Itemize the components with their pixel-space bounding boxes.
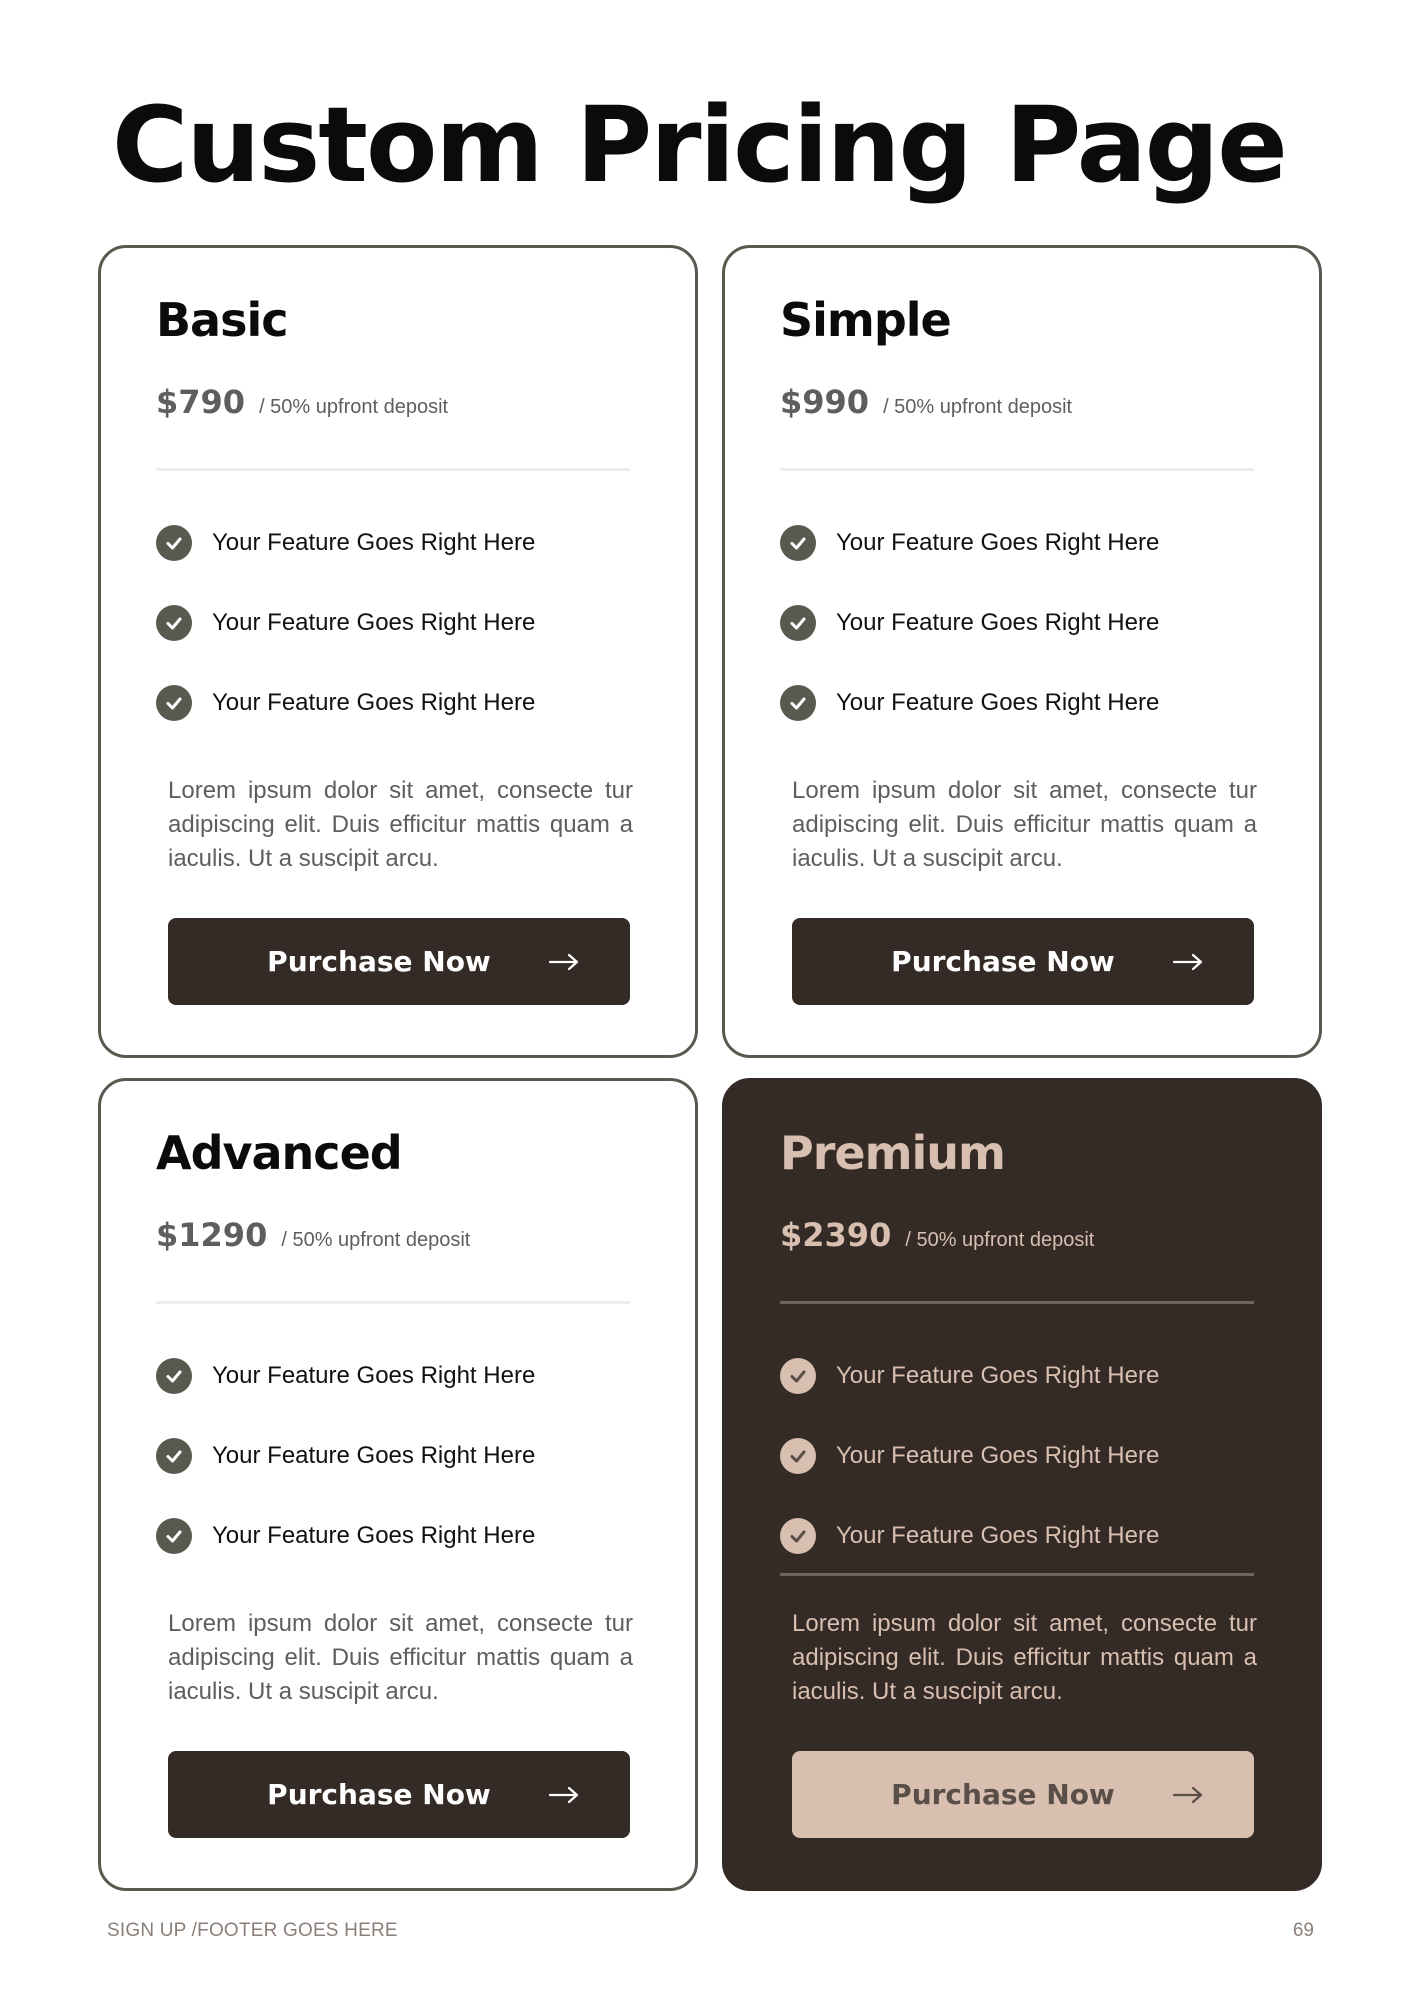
- feature-list: [156, 1336, 535, 1576]
- button-label: Purchase Now: [267, 1778, 491, 1811]
- plan-name: Simple: [780, 293, 951, 347]
- feature-text: Your Feature Goes Right Here: [836, 1442, 1160, 1469]
- plan-price: $990: [780, 383, 870, 421]
- feature-item: [156, 1416, 535, 1496]
- purchase-now-button[interactable]: [168, 1751, 630, 1838]
- check-circle-icon: [156, 1518, 192, 1554]
- pricing-card-advanced: [98, 1078, 698, 1891]
- divider: [156, 1301, 630, 1304]
- button-label: Purchase Now: [891, 1778, 1115, 1811]
- price-row: [156, 383, 448, 421]
- plan-name: Premium: [780, 1126, 1005, 1180]
- feature-item: [780, 583, 1159, 663]
- feature-item: [156, 583, 535, 663]
- divider: [780, 468, 1254, 471]
- arrow-right-icon: [1172, 1785, 1204, 1805]
- deposit-note: / 50% upfront deposit: [259, 396, 449, 418]
- divider: [156, 468, 630, 471]
- plan-name: Basic: [156, 293, 288, 347]
- feature-text: Your Feature Goes Right Here: [836, 609, 1160, 636]
- feature-text: Your Feature Goes Right Here: [212, 609, 536, 636]
- feature-item: [780, 1416, 1159, 1496]
- feature-list: [156, 503, 535, 743]
- feature-text: Your Feature Goes Right Here: [212, 1442, 536, 1469]
- check-circle-icon: [780, 685, 816, 721]
- feature-text: Your Feature Goes Right Here: [836, 689, 1160, 716]
- feature-text: Your Feature Goes Right Here: [212, 529, 536, 556]
- deposit-note: / 50% upfront deposit: [905, 1229, 1095, 1251]
- page-number: 69: [1292, 1920, 1314, 1941]
- feature-item: [780, 503, 1159, 583]
- pricing-card-simple: [722, 245, 1322, 1058]
- purchase-now-button[interactable]: [792, 918, 1254, 1005]
- feature-text: Your Feature Goes Right Here: [212, 1522, 536, 1549]
- check-circle-icon: [780, 1358, 816, 1394]
- plan-description: Lorem ipsum dolor sit amet, consecte tur adipiscing elit. Duis efficitur mattis quam a iaculis. Ut a suscipit arcu.: [792, 1610, 1257, 1705]
- arrow-right-icon: [548, 952, 580, 972]
- feature-item: [156, 663, 535, 743]
- plan-price: $1290: [156, 1216, 268, 1254]
- plan-price: $2390: [780, 1216, 892, 1254]
- price-row: [156, 1216, 470, 1254]
- plan-price: $790: [156, 383, 246, 421]
- feature-item: [156, 1336, 535, 1416]
- button-label: Purchase Now: [267, 945, 491, 978]
- check-circle-icon: [780, 525, 816, 561]
- button-label: Purchase Now: [891, 945, 1115, 978]
- check-circle-icon: [780, 1518, 816, 1554]
- deposit-note: / 50% upfront deposit: [883, 396, 1073, 418]
- feature-item: [156, 1496, 535, 1576]
- check-circle-icon: [156, 525, 192, 561]
- feature-item: [156, 503, 535, 583]
- purchase-now-button[interactable]: [168, 918, 630, 1005]
- plan-description: Lorem ipsum dolor sit amet, consecte tur adipiscing elit. Duis efficitur mattis quam a iaculis. Ut a suscipit arcu.: [792, 777, 1257, 872]
- feature-list: [780, 1336, 1159, 1576]
- check-circle-icon: [156, 605, 192, 641]
- check-circle-icon: [156, 1358, 192, 1394]
- feature-item: [780, 663, 1159, 743]
- feature-text: Your Feature Goes Right Here: [836, 529, 1160, 556]
- feature-item: [780, 1336, 1159, 1416]
- feature-text: Your Feature Goes Right Here: [836, 1522, 1160, 1549]
- footer-text: SIGN UP /FOOTER GOES HERE: [107, 1920, 398, 1941]
- pricing-card-basic: [98, 245, 698, 1058]
- purchase-now-button[interactable]: [792, 1751, 1254, 1838]
- deposit-note: / 50% upfront deposit: [281, 1229, 471, 1251]
- arrow-right-icon: [1172, 952, 1204, 972]
- feature-text: Your Feature Goes Right Here: [212, 689, 536, 716]
- feature-text: Your Feature Goes Right Here: [212, 1362, 536, 1389]
- plan-description: Lorem ipsum dolor sit amet, consecte tur adipiscing elit. Duis efficitur mattis quam a iaculis. Ut a suscipit arcu.: [168, 1610, 633, 1705]
- check-circle-icon: [780, 1438, 816, 1474]
- page-title: Custom Pricing Page: [112, 84, 1286, 206]
- divider: [780, 1573, 1254, 1576]
- price-row: [780, 1216, 1094, 1254]
- check-circle-icon: [156, 685, 192, 721]
- feature-item: [780, 1496, 1159, 1576]
- price-row: [780, 383, 1072, 421]
- plan-name: Advanced: [156, 1126, 402, 1180]
- check-circle-icon: [780, 605, 816, 641]
- pricing-card-premium: [722, 1078, 1322, 1891]
- divider: [780, 1301, 1254, 1304]
- arrow-right-icon: [548, 1785, 580, 1805]
- feature-list: [780, 503, 1159, 743]
- feature-text: Your Feature Goes Right Here: [836, 1362, 1160, 1389]
- check-circle-icon: [156, 1438, 192, 1474]
- plan-description: Lorem ipsum dolor sit amet, consecte tur adipiscing elit. Duis efficitur mattis quam a iaculis. Ut a suscipit arcu.: [168, 777, 633, 872]
